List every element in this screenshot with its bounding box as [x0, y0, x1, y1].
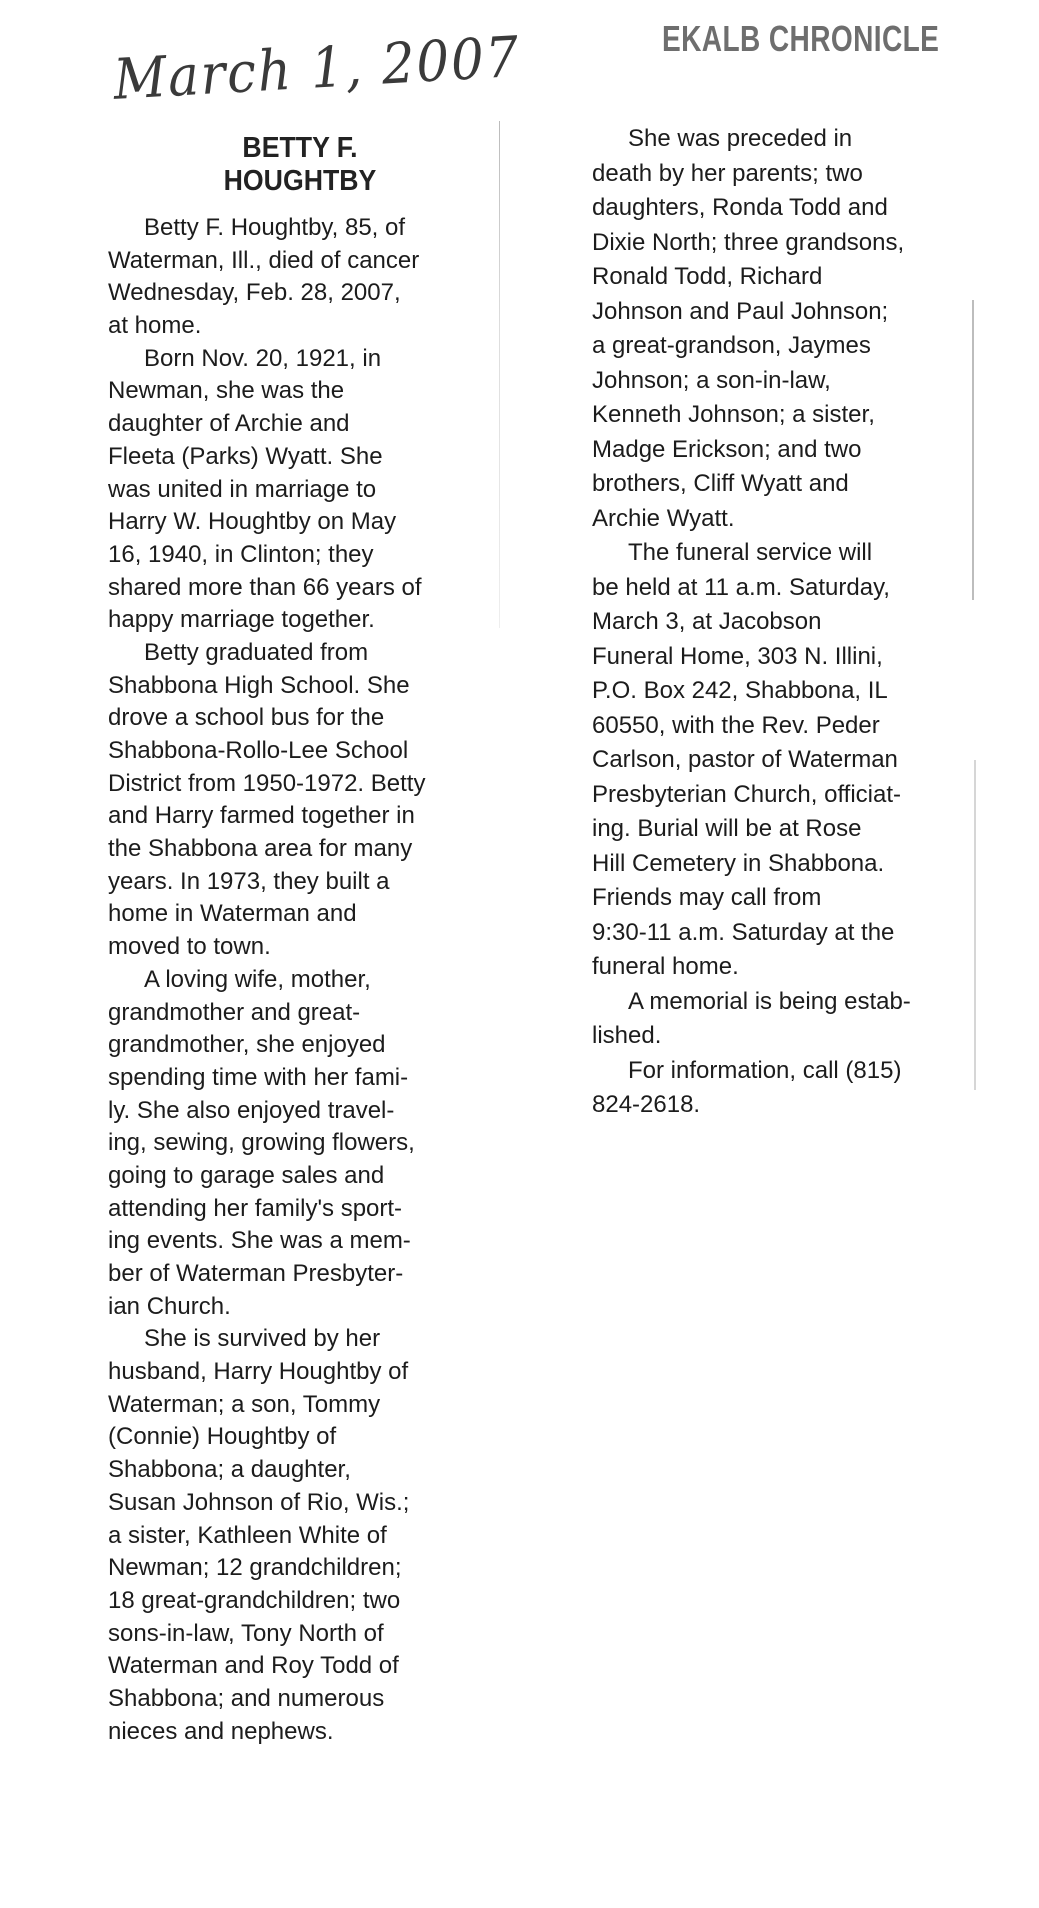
- text-line: a great-grandson, Jaymes: [592, 332, 871, 359]
- paragraph: [592, 536, 911, 985]
- text-line: Friends may call from: [592, 884, 822, 911]
- text-line: Born Nov. 20, 1921, in: [144, 344, 382, 372]
- paragraph: [592, 122, 911, 536]
- text-line: She is survived by her: [144, 1325, 381, 1353]
- text-line: Waterman, Ill., died of cancer: [108, 246, 420, 274]
- text-line: sons-in-law, Tony North of: [108, 1619, 384, 1647]
- handwritten-date: March 1, 2007: [112, 24, 522, 113]
- text-line: ing, sewing, growing flowers,: [108, 1129, 415, 1157]
- text-line: happy marriage together.: [108, 606, 375, 634]
- paragraph: [592, 1054, 911, 1123]
- text-line: Wednesday, Feb. 28, 2007,: [108, 279, 401, 307]
- text-line: A memorial is being estab-: [628, 987, 911, 1015]
- paragraph: [108, 964, 425, 1324]
- text-line: Betty graduated from: [144, 638, 369, 666]
- headline-line: HOUGHTBY: [223, 165, 377, 197]
- text-line: Carlson, pastor of Waterman: [592, 746, 898, 773]
- text-line: funeral home.: [592, 953, 739, 980]
- text-line: 18 great-grandchildren; two: [108, 1586, 401, 1614]
- text-line: Shabbona High School. She: [108, 671, 410, 699]
- text-line: home in Waterman and: [108, 900, 357, 928]
- newspaper-masthead: EKALB CHRONICLE: [662, 18, 940, 59]
- text-line: daughters, Ronda Todd and: [592, 194, 888, 221]
- text-line: 9:30-11 a.m. Saturday at the: [592, 918, 895, 946]
- text-line: Funeral Home, 303 N. Illini,: [592, 642, 883, 670]
- text-line: grandmother, she enjoyed: [108, 1031, 386, 1059]
- scan-edge-mark: [972, 300, 974, 600]
- text-line: daughter of Archie and: [108, 410, 350, 438]
- text-line: For information, call (815): [628, 1056, 902, 1084]
- text-line: years. In 1973, they built a: [108, 867, 390, 895]
- text-line: Shabbona-Rollo-Lee School: [108, 737, 409, 764]
- text-line: moved to town.: [108, 933, 271, 961]
- text-line: Ronald Todd, Richard: [592, 263, 823, 290]
- text-line: and Harry farmed together in: [108, 802, 415, 830]
- text-line: Dixie North; three grandsons,: [592, 228, 905, 256]
- text-line: Newman, she was the: [108, 377, 345, 405]
- obituary-left-column: [108, 212, 425, 1748]
- text-line: shared more than 66 years of: [108, 573, 422, 601]
- text-line: Archie Wyatt.: [592, 504, 735, 532]
- text-line: ly. She also enjoyed travel-: [108, 1096, 395, 1124]
- text-line: Harry W. Houghtby on May: [108, 508, 397, 536]
- text-line: A loving wife, mother,: [144, 965, 371, 993]
- text-line: Hill Cemetery in Shabbona.: [592, 849, 885, 877]
- headline-line: BETTY F.: [242, 132, 358, 164]
- text-line: lished.: [592, 1022, 662, 1049]
- text-line: Kenneth Johnson; a sister,: [592, 401, 875, 428]
- text-line: brothers, Cliff Wyatt and: [592, 470, 849, 497]
- text-line: spending time with her fami-: [108, 1063, 409, 1091]
- text-line: Waterman; a son, Tommy: [108, 1390, 381, 1418]
- text-line: 824-2618.: [592, 1091, 701, 1118]
- text-line: Waterman and Roy Todd of: [108, 1652, 399, 1680]
- text-line: She was preceded in: [628, 125, 853, 152]
- paragraph: [108, 1323, 425, 1748]
- text-line: at home.: [108, 312, 202, 340]
- scan-edge-mark: [974, 760, 976, 1090]
- text-line: Johnson; a son-in-law,: [592, 366, 831, 394]
- paragraph: [592, 985, 911, 1054]
- text-line: Shabbona; and numerous: [108, 1684, 385, 1712]
- text-line: Susan Johnson of Rio, Wis.;: [108, 1488, 410, 1516]
- text-line: a sister, Kathleen White of: [108, 1521, 387, 1549]
- text-line: March 3, at Jacobson: [592, 608, 822, 635]
- text-line: was united in marriage to: [108, 475, 377, 503]
- column-divider: [499, 121, 500, 628]
- text-line: grandmother and great-: [108, 998, 361, 1026]
- text-line: going to garage sales and: [108, 1161, 385, 1189]
- text-line: Madge Erickson; and two: [592, 435, 862, 463]
- text-line: P.O. Box 242, Shabbona, IL: [592, 677, 888, 704]
- text-line: nieces and nephews.: [108, 1717, 334, 1745]
- text-line: Johnson and Paul Johnson;: [592, 297, 889, 325]
- text-line: Betty F. Houghtby, 85, of: [144, 214, 406, 241]
- text-line: 60550, with the Rev. Peder: [592, 711, 880, 739]
- text-line: Presbyterian Church, officiat-: [592, 780, 902, 808]
- obituary-headline: [150, 132, 450, 198]
- text-line: ian Church.: [108, 1292, 231, 1320]
- paragraph: [108, 212, 425, 343]
- text-line: Fleeta (Parks) Wyatt. She: [108, 442, 383, 470]
- text-line: be held at 11 a.m. Saturday,: [592, 573, 890, 601]
- text-line: ing. Burial will be at Rose: [592, 815, 862, 842]
- text-line: ber of Waterman Presbyter-: [108, 1260, 404, 1287]
- text-line: the Shabbona area for many: [108, 835, 413, 863]
- text-line: Shabbona; a daughter,: [108, 1456, 351, 1484]
- text-line: District from 1950-1972. Betty: [108, 769, 426, 797]
- text-line: death by her parents; two: [592, 159, 863, 187]
- paragraph: [108, 343, 425, 637]
- text-line: ing events. She was a mem-: [108, 1227, 411, 1255]
- text-line: 16, 1940, in Clinton; they: [108, 540, 374, 568]
- text-line: (Connie) Houghtby of: [108, 1423, 337, 1451]
- obituary-right-column: [592, 122, 911, 1123]
- text-line: The funeral service will: [628, 539, 873, 566]
- text-line: Newman; 12 grandchildren;: [108, 1554, 402, 1582]
- text-line: drove a school bus for the: [108, 704, 385, 732]
- text-line: husband, Harry Houghtby of: [108, 1358, 409, 1386]
- text-line: attending her family's sport-: [108, 1194, 403, 1222]
- paragraph: [108, 637, 425, 964]
